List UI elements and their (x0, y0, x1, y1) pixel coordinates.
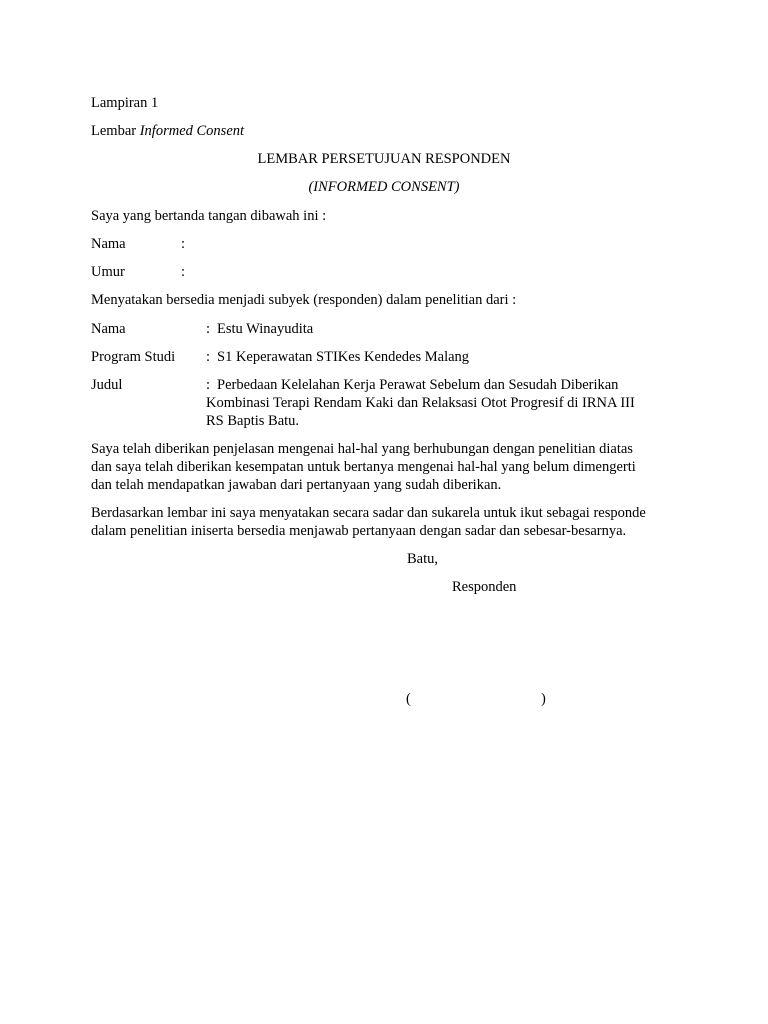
judul-continuation-1: Kombinasi Terapi Rendam Kaki dan Relaksasi Otot Progresif di IRNA III (206, 395, 635, 411)
researcher-name-value: Estu Winayudita (217, 321, 314, 337)
signature-role: Responden (452, 579, 517, 595)
program-studi-label: Program Studi (91, 349, 176, 365)
paragraph-line: dan telah mendapatkan jawaban dari pertanyaan yang sudah diberikan. (91, 477, 502, 493)
paragraph-explanation (91, 440, 671, 494)
judul-value: Perbedaan Kelelahan Kerja Perawat Sebelum dan Sesudah Diberikan (217, 377, 619, 393)
judul-colon: : (206, 377, 211, 393)
paragraph-line: Saya telah diberikan penjelasan mengenai hal-hal yang berhubungan dengan penelitian diatas (91, 441, 633, 457)
judul-label: Judul (91, 377, 123, 393)
respondent-name-label: Nama (91, 236, 126, 252)
respondent-age-label: Umur (91, 264, 125, 280)
paragraph-line: Berdasarkan lembar ini saya menyatakan secara sadar dan sukarela untuk ikut sebagai responde (91, 505, 646, 521)
intro-text: Saya yang bertanda tangan dibawah ini : (91, 208, 327, 224)
paragraph-line: dalam penelitian iniserta bersedia menjawab pertanyaan dengan sadar dan sebesar-besarnya. (91, 523, 627, 539)
lembar-italic: Informed Consent (139, 123, 245, 139)
signature-place: Batu, (407, 551, 439, 567)
lembar-label (91, 122, 244, 140)
lampiran-label: Lampiran 1 (91, 95, 159, 111)
page-title: LEMBAR PERSETUJUAN RESPONDEN (257, 151, 511, 167)
lembar-prefix: Lembar (91, 123, 140, 139)
statement-text: Menyatakan bersedia menjadi subyek (responden) dalam penelitian dari : (91, 292, 517, 308)
researcher-name-label: Nama (91, 321, 126, 337)
judul-continuation-2: RS Baptis Batu. (206, 413, 300, 429)
respondent-name-colon: : (181, 236, 186, 252)
signature-close-paren: ) (541, 691, 546, 707)
program-studi-value: S1 Keperawatan STIKes Kendedes Malang (217, 349, 470, 365)
page-subtitle: (INFORMED CONSENT) (308, 179, 460, 195)
signature-open-paren: ( (406, 691, 411, 707)
program-studi-colon: : (206, 349, 211, 365)
researcher-name-colon: : (206, 321, 211, 337)
paragraph-declaration (91, 504, 671, 540)
respondent-age-colon: : (181, 264, 186, 280)
paragraph-line: dan saya telah diberikan kesempatan untuk bertanya mengenai hal-hal yang belum dimengerti (91, 459, 636, 475)
